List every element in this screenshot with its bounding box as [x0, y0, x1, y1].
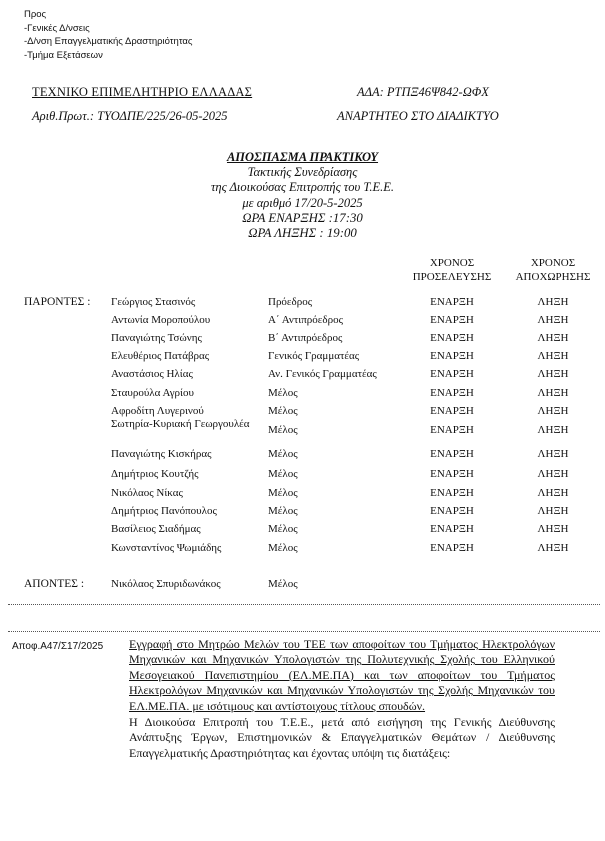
- recipient-line: -Δ/νση Επαγγελματικής Δραστηριότητας: [24, 36, 193, 47]
- member-name: Σωτηρία-Κυριακή Γεωργουλέα: [111, 418, 250, 430]
- absent-member-role: Μέλος: [268, 578, 298, 590]
- departure-column-header: ΧΡΟΝΟΣ ΑΠΟΧΩΡΗΣΗΣ: [515, 257, 591, 283]
- recipient-line: -Γενικές Δ/νσεις: [24, 22, 90, 34]
- member-departure: ΛΗΞΗ: [537, 505, 569, 517]
- member-name: Σταυρούλα Αγρίου: [111, 387, 194, 399]
- member-arrival: ΕΝΑΡΞΗ: [430, 468, 474, 480]
- member-arrival: ΕΝΑΡΞΗ: [430, 487, 474, 499]
- member-role: Μέλος: [268, 387, 298, 399]
- member-departure: ΛΗΞΗ: [537, 296, 569, 308]
- member-arrival: ΕΝΑΡΞΗ: [430, 424, 474, 436]
- member-role: Μέλος: [268, 487, 298, 499]
- decision-body: Η Διοικούσα Επιτροπή του Τ.Ε.Ε., μετά από εισήγηση της Γενικής Διεύθυνσης Ανάπτυξης Έργων, Επιστημονικών & Επαγγελματικών Θεμάτων / Διεύθυνσης Επαγγελματικής Δραστηριότητας και έχοντας υπόψη τις διατάξεις:: [129, 715, 555, 760]
- absent-row: [0, 578, 605, 595]
- member-row: [0, 350, 605, 367]
- member-role: Μέλος: [268, 424, 298, 436]
- member-row: [0, 332, 605, 349]
- member-departure: ΛΗΞΗ: [537, 542, 569, 554]
- recipient-line: -Τμήμα Εξετάσεων: [24, 49, 103, 61]
- member-departure: ΛΗΞΗ: [537, 332, 569, 344]
- member-arrival: ΕΝΑΡΞΗ: [430, 505, 474, 517]
- heading-line: της Διοικούσας Επιτροπής του Τ.Ε.Ε.: [210, 180, 395, 195]
- arrival-column-header: ΧΡΟΝΟΣ ΠΡΟΣΕΛΕΥΣΗΣ: [412, 257, 492, 283]
- member-arrival: ΕΝΑΡΞΗ: [430, 542, 474, 554]
- member-role: Μέλος: [268, 405, 298, 417]
- member-name: Αναστάσιος Ηλίας: [111, 368, 193, 380]
- member-role: Μέλος: [268, 523, 298, 535]
- member-row: [0, 368, 605, 385]
- minutes-heading: [0, 150, 605, 241]
- member-departure: ΛΗΞΗ: [537, 424, 569, 436]
- member-role: Αν. Γενικός Γραμματέας: [268, 368, 377, 380]
- absent-label: ΑΠΟΝΤΕΣ :: [24, 578, 85, 590]
- member-arrival: ΕΝΑΡΞΗ: [430, 523, 474, 535]
- protocol-number: Αριθ.Πρωτ.: ΤΥΟΔΠΕ/225/26-05-2025: [32, 109, 228, 123]
- member-role: Α΄ Αντιπρόεδρος: [268, 314, 343, 326]
- decision-id: Αποφ.Α47/Σ17/2025: [12, 641, 104, 652]
- member-name: Βασίλειος Σιαδήμας: [111, 523, 201, 535]
- member-role: Μέλος: [268, 542, 298, 554]
- member-arrival: ΕΝΑΡΞΗ: [430, 387, 474, 399]
- decision-text: [129, 637, 555, 761]
- member-arrival: ΕΝΑΡΞΗ: [430, 296, 474, 308]
- member-row: [0, 542, 605, 559]
- recipients-block: [24, 8, 193, 62]
- member-name: Νικόλαος Νίκας: [111, 487, 183, 499]
- member-name: Γεώργιος Στασινός: [111, 296, 196, 308]
- member-role: Μέλος: [268, 468, 298, 480]
- member-departure: ΛΗΞΗ: [537, 387, 569, 399]
- member-departure: ΛΗΞΗ: [537, 523, 569, 535]
- member-row: [0, 418, 605, 435]
- member-role: Μέλος: [268, 448, 298, 460]
- start-time: ΩΡΑ ΕΝΑΡΞΗΣ :17:30: [242, 210, 363, 225]
- posting-note: ΑΝΑΡΤΗΤΕΟ ΣΤΟ ΔΙΑΔΙΚΤΥΟ: [337, 109, 499, 123]
- member-arrival: ΕΝΑΡΞΗ: [430, 314, 474, 326]
- member-name: Ελευθέριος Πατάβρας: [111, 350, 210, 362]
- member-arrival: ΕΝΑΡΞΗ: [430, 405, 474, 417]
- member-name: Παναγιώτης Κισκήρας: [111, 448, 212, 460]
- member-name: Δημήτριος Κουτζής: [111, 468, 199, 480]
- member-departure: ΛΗΞΗ: [537, 350, 569, 362]
- heading-line: Τακτικής Συνεδρίασης: [247, 165, 358, 180]
- member-row: [0, 296, 605, 313]
- member-row: [0, 314, 605, 331]
- member-row: [0, 448, 605, 465]
- member-departure: ΛΗΞΗ: [537, 368, 569, 380]
- member-departure: ΛΗΞΗ: [537, 448, 569, 460]
- member-name: Δημήτριος Πανόπουλος: [111, 505, 217, 517]
- absent-member-name: Νικόλαος Σπυριδωνάκος: [111, 578, 221, 590]
- present-label: ΠΑΡΟΝΤΕΣ :: [24, 296, 91, 308]
- member-name: Αφροδίτη Λυγερινού: [111, 405, 204, 417]
- separator-line: [8, 631, 600, 632]
- session-number: με αριθμό 17/20-5-2025: [242, 195, 363, 210]
- member-departure: ΛΗΞΗ: [537, 468, 569, 480]
- member-departure: ΛΗΞΗ: [537, 405, 569, 417]
- member-name: Παναγιώτης Τσώνης: [111, 332, 202, 344]
- member-row: [0, 505, 605, 522]
- member-role: Πρόεδρος: [268, 296, 313, 308]
- member-role: Β΄ Αντιπρόεδρος: [268, 332, 343, 344]
- member-row: [0, 487, 605, 504]
- member-row: [0, 387, 605, 404]
- member-row: [0, 523, 605, 540]
- recipients-to-label: Προς: [24, 9, 47, 20]
- separator-line: [8, 604, 600, 605]
- ada-code: ΑΔΑ: ΡΤΠΞ46Ψ842-ΩΦΧ: [357, 85, 489, 99]
- member-departure: ΛΗΞΗ: [537, 314, 569, 326]
- member-role: Γενικός Γραμματέας: [268, 350, 360, 362]
- member-name: Κωνσταντίνος Ψωμιάδης: [111, 542, 222, 554]
- member-name: Αντωνία Μοροπούλου: [111, 314, 211, 326]
- member-row: [0, 468, 605, 485]
- organization-name: ΤΕΧΝΙΚΟ ΕΠΙΜΕΛΗΤΗΡΙΟ ΕΛΛΑΔΑΣ: [32, 85, 253, 99]
- member-arrival: ΕΝΑΡΞΗ: [430, 448, 474, 460]
- member-role: Μέλος: [268, 505, 298, 517]
- member-arrival: ΕΝΑΡΞΗ: [430, 368, 474, 380]
- member-departure: ΛΗΞΗ: [537, 487, 569, 499]
- end-time: ΩΡΑ ΛΗΞΗΣ : 19:00: [248, 226, 357, 241]
- document-title: ΑΠΟΣΠΑΣΜΑ ΠΡΑΚΤΙΚΟΥ: [226, 150, 379, 164]
- decision-subject: Εγγραφή στο Μητρώο Μελών του ΤΕΕ των αποφοίτων του Τμήματος Ηλεκτρολόγων Μηχανικών και Μηχανικών Υπολογιστών της Πολυτεχνικής Σχολής του Ελληνικού Μεσογειακού Πανεπιστημίου (ΕΛ.ΜΕ.ΠΑ) και των αποφοίτων του Τμήματος Ηλεκτρολόγων Μηχανικών και Μηχανικών Υπολογιστών της Σχολής Μηχανικών του ΕΛ.ΜΕ.ΠΑ. με ισότιμους και αντίστοιχους τίτλους σπουδών.: [129, 637, 555, 713]
- member-arrival: ΕΝΑΡΞΗ: [430, 332, 474, 344]
- member-arrival: ΕΝΑΡΞΗ: [430, 350, 474, 362]
